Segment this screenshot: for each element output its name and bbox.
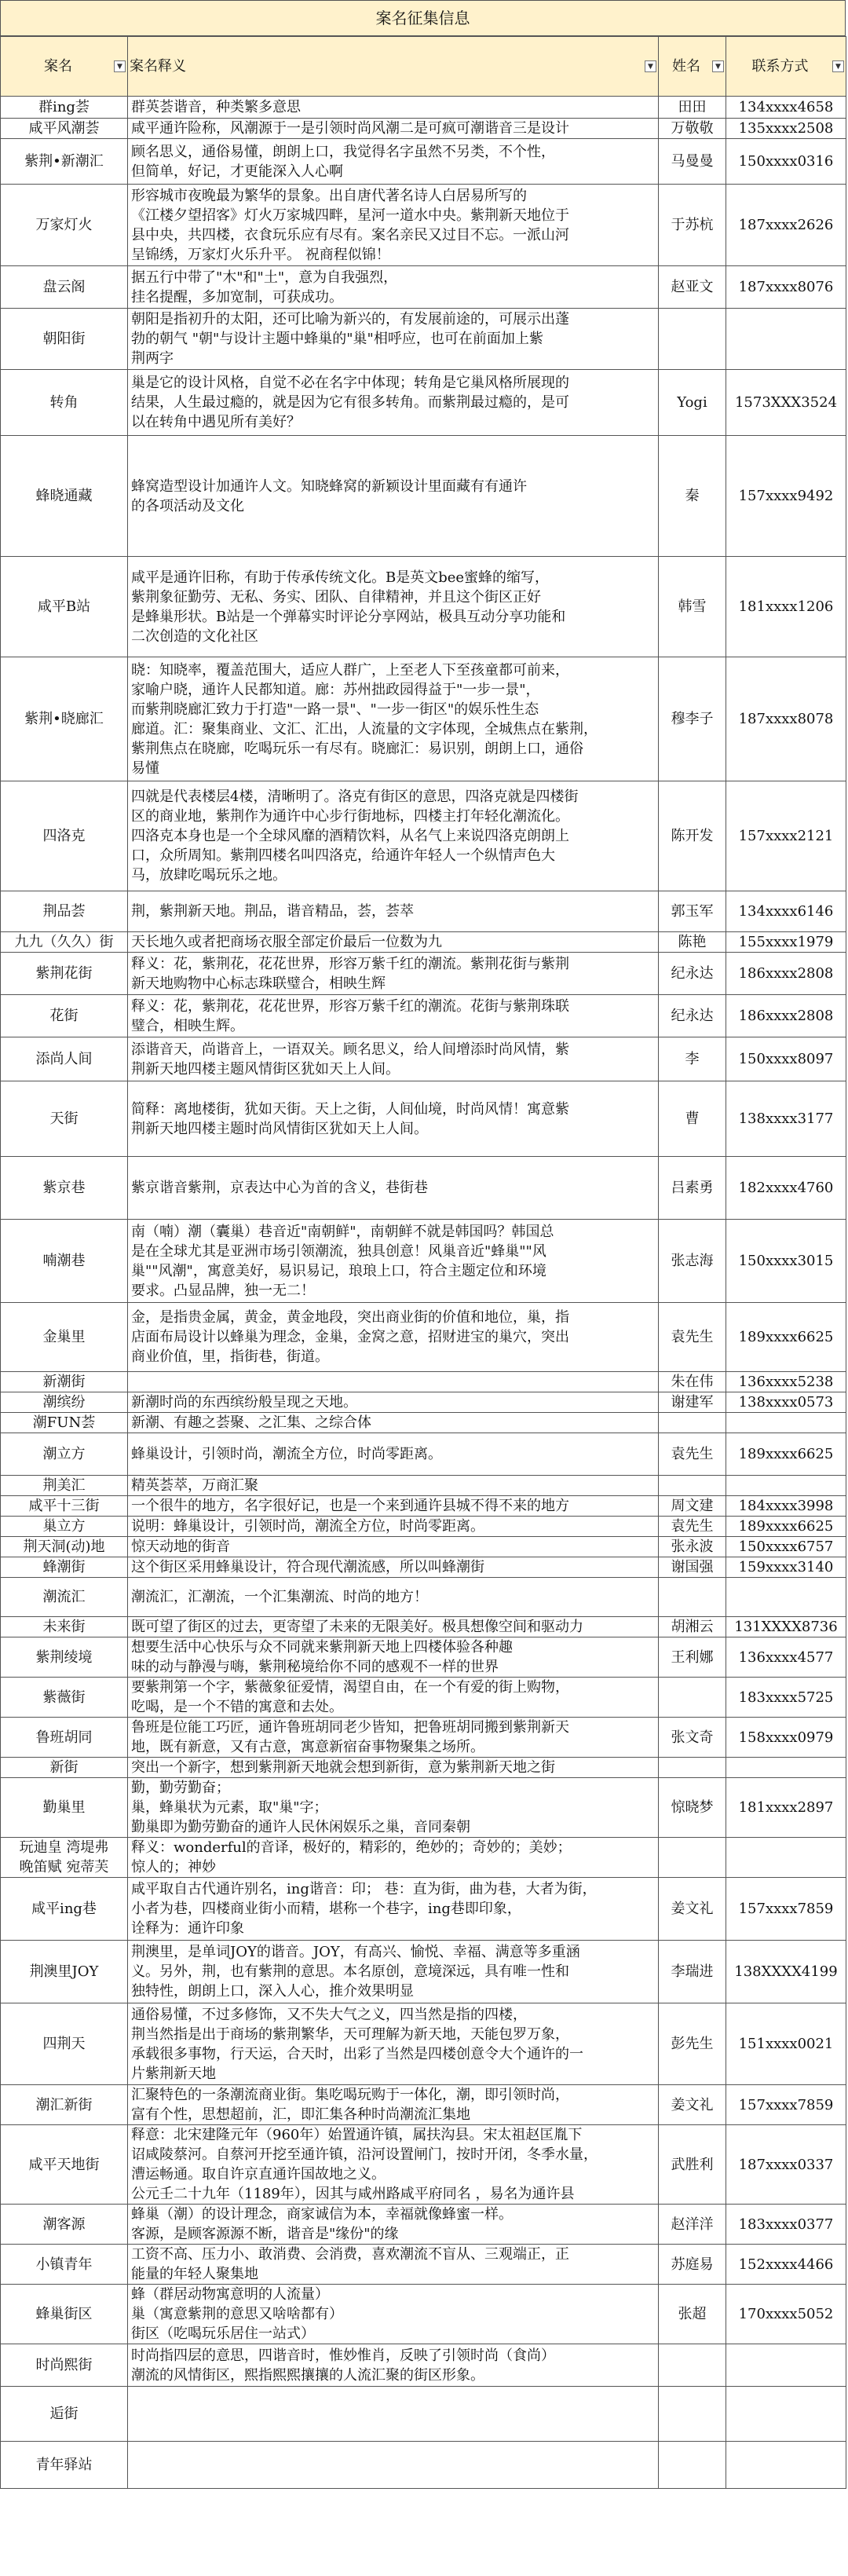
table-row [1, 1678, 846, 1718]
contact-cell[interactable]: 159xxxx3140 [726, 1557, 846, 1578]
author-cell[interactable] [659, 2442, 726, 2489]
contact-cell[interactable]: 155xxxx1979 [726, 932, 846, 953]
contact-cell[interactable]: 157xxxx2121 [726, 781, 846, 891]
contact-cell[interactable] [726, 1838, 846, 1878]
table-row [1, 1557, 846, 1578]
table-row [1, 266, 846, 309]
contact-cell[interactable]: 134xxxx4658 [726, 97, 846, 119]
contact-cell[interactable]: 150xxxx8097 [726, 1037, 846, 1081]
contact-cell[interactable]: 189xxxx6625 [726, 1303, 846, 1372]
author-cell[interactable]: 朱在伟 [659, 1372, 726, 1392]
author-cell[interactable] [659, 1838, 726, 1878]
name-cell[interactable]: 紫荆•晓廊汇 [1, 657, 128, 781]
table-row [1, 1303, 846, 1372]
meaning-cell[interactable]: 荆澳里，是单词JOY的谐音。JOY，有高兴、愉悦、幸福、满意等多重涵 义。另外，荆，也有紫荆的意思。本名原创，意境深远，具有唯一性和 独特性，朗朗上口，深入人心，推介效果明显 [128, 1941, 659, 2003]
meaning-cell[interactable]: 紫京谐音紫荆，京表达中心为首的含义，巷街巷 [128, 1157, 659, 1220]
header-cell-contact [726, 37, 846, 97]
author-cell[interactable]: 赵亚文 [659, 266, 726, 309]
name-cell[interactable]: 紫薇街 [1, 1678, 128, 1718]
author-cell[interactable]: 姜文礼 [659, 1878, 726, 1941]
meaning-cell[interactable]: 金，是指贵金属，黄金，黄金地段，突出商业街的价值和地位，巢，指 店面布局设计以蜂巢为理念，金巢，金窝之意，招财进宝的巢穴，突出 商业价值，里，指街巷，街道。 [128, 1303, 659, 1372]
table-row [1, 1778, 846, 1838]
meaning-cell[interactable]: 添谐音天，尚谐音上，一语双关。顾名思义，给人间增添时尚风情，紫 荆新天地四楼主题风情街区犹如天上人间。 [128, 1037, 659, 1081]
dropdown-arrow-icon[interactable]: ▼ [712, 60, 724, 72]
name-cell[interactable]: 荆美汇 [1, 1476, 128, 1496]
meaning-cell[interactable]: 咸平取自古代通许别名，ing谐音：印； 巷：直为街，曲为巷，大者为街， 小者为巷，四楼商业街小而精，堪称一个巷字，ing巷即印象， 诠释为：通许印象 [128, 1878, 659, 1941]
table-row [1, 657, 846, 781]
submission-table [0, 36, 846, 2489]
author-cell[interactable]: 周文建 [659, 1496, 726, 1517]
table-row [1, 953, 846, 995]
contact-cell[interactable]: 184xxxx3998 [726, 1496, 846, 1517]
header-row [1, 37, 846, 97]
name-cell[interactable]: 盘云阁 [1, 266, 128, 309]
meaning-cell[interactable] [128, 2442, 659, 2489]
author-cell[interactable] [659, 2387, 726, 2442]
meaning-cell[interactable]: 时尚指四层的意思，四谐音时，惟妙惟肖，反映了引领时尚（食尚） 潮流的风情街区，熙指熙熙攘攘的人流汇聚的街区形象。 [128, 2344, 659, 2387]
author-cell[interactable]: 袁先生 [659, 1303, 726, 1372]
contact-cell[interactable] [726, 2344, 846, 2387]
table-row [1, 1718, 846, 1758]
author-cell[interactable]: 万敬敬 [659, 119, 726, 139]
meaning-cell[interactable]: 晓：知晓率，覆盖范围大，适应人群广，上至老人下至孩童都可前来， 家喻户晓，通许人民都知道。廊：苏州拙政园得益于"一步一景"， 而紫荆晓廊汇致力于打造"一路一景"、"一步一街区"的娱乐性生态 廊道。汇：聚集商业、文汇、汇出，人流量的文字体现，全城焦点在紫荆， 紫荆焦点在晓廊，吃喝玩乐一有尽有。晓廊汇：易识别，朗朗上口，通俗 易懂 [128, 657, 659, 781]
name-cell[interactable]: 蜂巢街区 [1, 2285, 128, 2344]
header-contact-label: 联系方式 [751, 58, 809, 75]
author-cell[interactable]: 谢建军 [659, 1392, 726, 1413]
contact-cell[interactable]: 150xxxx6757 [726, 1537, 846, 1557]
table-row [1, 781, 846, 891]
author-cell[interactable]: 袁先生 [659, 1517, 726, 1537]
meaning-cell[interactable]: 既可望了街区的过去，更寄望了未来的无限美好。极具想像空间和驱动力 [128, 1617, 659, 1637]
meaning-cell[interactable]: 精英荟萃，万商汇聚 [128, 1476, 659, 1496]
meaning-cell[interactable]: 惊天动地的街音 [128, 1537, 659, 1557]
contact-cell[interactable] [726, 1413, 846, 1433]
meaning-cell[interactable]: 蜂窝造型设计加通许人文。知晓蜂窝的新颖设计里面藏有有通许 的各项活动及文化 [128, 436, 659, 557]
author-cell[interactable]: 张志海 [659, 1220, 726, 1303]
table-row [1, 1476, 846, 1496]
meaning-cell[interactable]: 释义：wonderful的音译，极好的，精彩的，绝妙的；奇妙的；美妙； 惊人的；神妙 [128, 1838, 659, 1878]
author-cell[interactable]: 李瑞进 [659, 1941, 726, 2003]
table-row [1, 309, 846, 370]
author-cell[interactable]: 于苏杭 [659, 185, 726, 266]
meaning-cell[interactable]: 释义：花，紫荆花，花花世界，形容万紫千红的潮流。紫荆花街与紫荆 新天地购物中心标志珠联璧合，相映生辉 [128, 953, 659, 995]
name-cell[interactable]: 转角 [1, 370, 128, 436]
table-row [1, 1372, 846, 1392]
meaning-cell[interactable]: 释意：北宋建隆元年（960年）始置通许镇，属扶沟县。宋太祖赵匡胤下 诏咸陵蔡河。自蔡河开挖至通许镇，沿河设置闸门，按时开闭，冬季水量， 漕运畅通。取自许京直通许国故地之义。 公元壬二十九年（1189年），因其与咸州路咸平府同名 ，易名为通许县 [128, 2125, 659, 2205]
contact-cell[interactable] [726, 1476, 846, 1496]
author-cell[interactable]: 马曼曼 [659, 139, 726, 185]
header-author-label: 姓名 [672, 58, 700, 75]
contact-cell[interactable]: 181xxxx1206 [726, 557, 846, 657]
table-row [1, 2245, 846, 2285]
author-cell[interactable]: 韩雪 [659, 557, 726, 657]
table-row [1, 1637, 846, 1678]
name-cell[interactable]: 紫荆•新潮汇 [1, 139, 128, 185]
meaning-cell[interactable]: 新潮、有趣之荟聚、之汇集、之综合体 [128, 1413, 659, 1433]
contact-cell[interactable] [726, 2387, 846, 2442]
name-cell[interactable]: 荆天洞(动)地 [1, 1537, 128, 1557]
author-cell[interactable]: 陈艳 [659, 932, 726, 953]
table-row [1, 1081, 846, 1157]
name-cell[interactable]: 咸平天地街 [1, 2125, 128, 2205]
name-cell[interactable]: 四荆天 [1, 2003, 128, 2085]
author-cell[interactable]: 赵洋洋 [659, 2205, 726, 2245]
name-cell[interactable]: 潮FUN荟 [1, 1413, 128, 1433]
table-row [1, 2344, 846, 2387]
author-cell[interactable]: 袁先生 [659, 1433, 726, 1476]
table-row [1, 1878, 846, 1941]
author-cell[interactable]: 秦 [659, 436, 726, 557]
table-row [1, 119, 846, 139]
contact-cell[interactable]: 187xxxx8076 [726, 266, 846, 309]
table-row [1, 1157, 846, 1220]
meaning-cell[interactable]: 通俗易懂，不过多修饰，又不失大气之义，四当然是指的四楼， 荆当然指是出于商场的紫荆繁华，天可理解为新天地，天能包罗万象， 承载很多事物，行天运，合天时，出彩了当然是四楼创意令大个通许的一 片紫荆新天地 [128, 2003, 659, 2085]
sheet-title: 案名征集信息 [0, 0, 846, 36]
author-cell[interactable]: 张文奇 [659, 1718, 726, 1758]
name-cell[interactable]: 咸平B站 [1, 557, 128, 657]
meaning-cell[interactable]: 鲁班是位能工巧匠，通许鲁班胡同老少皆知，把鲁班胡同搬到紫荆新天 地，既有新意，又有古意，寓意新宿奋事物聚集之场所。 [128, 1718, 659, 1758]
name-cell[interactable]: 荆品荟 [1, 891, 128, 932]
table-row [1, 1617, 846, 1637]
name-cell[interactable]: 潮缤纷 [1, 1392, 128, 1413]
name-cell[interactable]: 蜂潮街 [1, 1557, 128, 1578]
name-cell[interactable]: 天街 [1, 1081, 128, 1157]
contact-cell[interactable]: 152xxxx4466 [726, 2245, 846, 2285]
name-cell[interactable]: 鲁班胡同 [1, 1718, 128, 1758]
table-row [1, 1941, 846, 2003]
author-cell[interactable]: 李 [659, 1037, 726, 1081]
table-row [1, 2125, 846, 2205]
contact-cell[interactable]: 187xxxx2626 [726, 185, 846, 266]
meaning-cell[interactable]: 荆，紫荆新天地。荆品，谐音精品，荟，荟萃 [128, 891, 659, 932]
table-row [1, 1392, 846, 1413]
contact-cell[interactable]: 138xxxx0573 [726, 1392, 846, 1413]
name-cell[interactable]: 小镇青年 [1, 2245, 128, 2285]
table-row [1, 1220, 846, 1303]
author-cell[interactable]: 王利娜 [659, 1637, 726, 1678]
meaning-cell[interactable]: 形容城市夜晚最为繁华的景象。出自唐代著名诗人白居易所写的 《江楼夕望招客》灯火万家城四畔，星河一道水中央。紫荆新天地位于 县中央，共四楼，衣食玩乐应有尽有。案名亲民又过目不忘。一派山河 呈锦绣，万家灯火乐升平。 祝商程似锦！ [128, 185, 659, 266]
meaning-cell[interactable]: 潮流汇，汇潮流，一个汇集潮流、时尚的地方！ [128, 1578, 659, 1617]
contact-cell[interactable]: 170xxxx5052 [726, 2285, 846, 2344]
meaning-cell[interactable]: 蜂（群居动物寓意明的人流量） 巢（寓意紫荆的意思又啥啥都有） 街区（吃喝玩乐居住一站式） [128, 2285, 659, 2344]
name-cell[interactable]: 时尚熙街 [1, 2344, 128, 2387]
table-row [1, 557, 846, 657]
header-cell-meaning [128, 37, 659, 97]
author-cell[interactable]: 彭先生 [659, 2003, 726, 2085]
name-cell[interactable]: 潮汇新街 [1, 2085, 128, 2125]
contact-cell[interactable]: 131XXXX8736 [726, 1617, 846, 1637]
name-cell[interactable]: 新街 [1, 1758, 128, 1778]
contact-cell[interactable]: 135xxxx2508 [726, 119, 846, 139]
dropdown-arrow-icon[interactable]: ▼ [832, 60, 844, 72]
meaning-cell[interactable]: 简释：离地楼街，犹如天街。天上之街，人间仙境，时尚风情！寓意紫 荆新天地四楼主题时尚风情街区犹如天上人间。 [128, 1081, 659, 1157]
meaning-cell[interactable]: 汇聚特色的一条潮流商业街。集吃喝玩购于一体化，潮，即引领时尚， 富有个性，思想超前，汇，即汇集各种时尚潮流汇集地 [128, 2085, 659, 2125]
contact-cell[interactable]: 134xxxx6146 [726, 891, 846, 932]
contact-cell[interactable]: 1573XXX3524 [726, 370, 846, 436]
header-meaning-label: 案名释义 [130, 58, 186, 75]
author-cell[interactable] [659, 1476, 726, 1496]
meaning-cell[interactable]: 要紫荆第一个字，紫薇象征爱情，渴望自由，在一个有爱的街上购物， 吃喝，是一个不错的寓意和去处。 [128, 1678, 659, 1718]
table-row [1, 1433, 846, 1476]
table-row [1, 1838, 846, 1878]
author-cell[interactable]: 陈开发 [659, 781, 726, 891]
contact-cell[interactable]: 183xxxx0377 [726, 2205, 846, 2245]
meaning-cell[interactable]: 想要生活中心快乐与众不同就来紫荆新天地上四楼体验各种趣 味的动与静漫与嗨，紫荆秘境给你不同的感观不一样的世界 [128, 1637, 659, 1678]
name-cell[interactable]: 巢立方 [1, 1517, 128, 1537]
meaning-cell[interactable]: 巢是它的设计风格，自觉不必在名字中体现；转角是它巢风格所展现的 结果，人生最过瘾的，就是因为它有很多转角。而紫荆最过瘾的，是可 以在转角中遇见所有美好？ [128, 370, 659, 436]
meaning-cell[interactable]: 新潮时尚的东西缤纷般呈现之天地。 [128, 1392, 659, 1413]
author-cell[interactable] [659, 1678, 726, 1718]
meaning-cell[interactable]: 据五行中带了"木"和"土"，意为自我强烈， 挂名提醒，多加宽制，可获成功。 [128, 266, 659, 309]
table-row [1, 1517, 846, 1537]
author-cell[interactable] [659, 1578, 726, 1617]
contact-cell[interactable]: 182xxxx4760 [726, 1157, 846, 1220]
meaning-cell[interactable]: 咸平通许险称，风潮源于一是引领时尚风潮二是可疯可潮谐音三是设计 [128, 119, 659, 139]
author-cell[interactable]: 吕素勇 [659, 1157, 726, 1220]
table-row [1, 1537, 846, 1557]
name-cell[interactable]: 万家灯火 [1, 185, 128, 266]
meaning-cell[interactable]: 蜂巢（潮）的设计理念，商家诚信为本，幸福就像蜂蜜一样。 客源，是顾客源源不断，谐音是"缘份"的缘 [128, 2205, 659, 2245]
contact-cell[interactable]: 157xxxx9492 [726, 436, 846, 557]
contact-cell[interactable]: 187xxxx0337 [726, 2125, 846, 2205]
table-row [1, 139, 846, 185]
table-row [1, 2387, 846, 2442]
meaning-cell[interactable]: 南（喃）潮（囊巢）巷音近"南朝鲜"，南朝鲜不就是韩国吗？韩国总 是在全球尤其是亚洲市场引领潮流，独具创意！风巢音近"蜂巢""风 巢""风潮"，寓意美好，易识易记，琅琅上口，符合主题定位和环境 要求。凸显品牌，独一无二！ [128, 1220, 659, 1303]
author-cell[interactable]: 苏庭易 [659, 2245, 726, 2285]
author-cell[interactable] [659, 1758, 726, 1778]
author-cell[interactable]: 惊晓梦 [659, 1778, 726, 1838]
contact-cell[interactable]: 157xxxx7859 [726, 1878, 846, 1941]
meaning-cell[interactable]: 说明：蜂巢设计，引领时尚，潮流全方位，时尚零距离。 [128, 1517, 659, 1537]
name-cell[interactable]: 荆澳里JOY [1, 1941, 128, 2003]
contact-cell[interactable]: 151xxxx0021 [726, 2003, 846, 2085]
header-cell-author [659, 37, 726, 97]
name-cell[interactable]: 潮客源 [1, 2205, 128, 2245]
contact-cell[interactable]: 183xxxx5725 [726, 1678, 846, 1718]
contact-cell[interactable] [726, 1578, 846, 1617]
name-cell[interactable]: 潮流汇 [1, 1578, 128, 1617]
meaning-cell[interactable]: 释义：花，紫荆花，花花世界，形容万紫千红的潮流。花街与紫荆珠联 璧合，相映生辉。 [128, 995, 659, 1037]
author-cell[interactable] [659, 2344, 726, 2387]
table-row [1, 2205, 846, 2245]
table-row [1, 436, 846, 557]
meaning-cell[interactable]: 天长地久或者把商场衣服全部定价最后一位数为九 [128, 932, 659, 953]
table-row [1, 2085, 846, 2125]
header-cell-name [1, 37, 128, 97]
author-cell[interactable]: 张超 [659, 2285, 726, 2344]
table-row [1, 2442, 846, 2489]
contact-cell[interactable]: 157xxxx7859 [726, 2085, 846, 2125]
name-cell[interactable]: 群ing荟 [1, 97, 128, 119]
name-cell[interactable]: 咸平ing巷 [1, 1878, 128, 1941]
meaning-cell[interactable]: 这个街区采用蜂巢设计，符合现代潮流感，所以叫蜂潮街 [128, 1557, 659, 1578]
author-cell[interactable]: 穆李子 [659, 657, 726, 781]
contact-cell[interactable]: 187xxxx8078 [726, 657, 846, 781]
meaning-cell[interactable]: 朝阳是指初升的太阳，还可比喻为新兴的，有发展前途的，可展示出蓬 勃的朝气 "朝"与设计主题中蜂巢的"巢"相呼应，也可在前面加上紫 荆两字 [128, 309, 659, 370]
contact-cell[interactable] [726, 2442, 846, 2489]
meaning-cell[interactable]: 一个很牛的地方，名字很好记，也是一个来到通许县城不得不来的地方 [128, 1496, 659, 1517]
name-cell[interactable]: 咸平十三街 [1, 1496, 128, 1517]
author-cell[interactable]: 张永波 [659, 1537, 726, 1557]
name-cell[interactable]: 九九（久久）街 [1, 932, 128, 953]
contact-cell[interactable]: 136xxxx4577 [726, 1637, 846, 1678]
table-row [1, 995, 846, 1037]
author-cell[interactable]: Yogi [659, 370, 726, 436]
contact-cell[interactable] [726, 1758, 846, 1778]
contact-cell[interactable]: 181xxxx2897 [726, 1778, 846, 1838]
header-name-label: 案名 [44, 58, 72, 75]
table-row [1, 2003, 846, 2085]
contact-cell[interactable]: 136xxxx5238 [726, 1372, 846, 1392]
name-cell[interactable]: 未来街 [1, 1617, 128, 1637]
name-cell[interactable]: 四洛克 [1, 781, 128, 891]
table-row [1, 185, 846, 266]
name-cell[interactable]: 花街 [1, 995, 128, 1037]
table-row [1, 1496, 846, 1517]
name-cell[interactable]: 紫京巷 [1, 1157, 128, 1220]
name-cell[interactable]: 潮立方 [1, 1433, 128, 1476]
name-cell[interactable]: 添尚人间 [1, 1037, 128, 1081]
contact-cell[interactable]: 158xxxx0979 [726, 1718, 846, 1758]
meaning-cell[interactable]: 突出一个新字，想到紫荆新天地就会想到新街，意为紫荆新天地之街 [128, 1758, 659, 1778]
author-cell[interactable]: 武胜利 [659, 2125, 726, 2205]
meaning-cell[interactable]: 群英荟谐音，种类繁多意思 [128, 97, 659, 119]
meaning-cell[interactable]: 咸平是通许旧称，有助于传承传统文化。B是英文bee蜜蜂的缩写， 紫荆象征勤劳、无私、务实、团队、自律精神，并且这个街区正好 是蜂巢形状。B站是一个弹幕实时评论分享网站，极具互动分享功能和 二次创造的文化社区 [128, 557, 659, 657]
table-row [1, 891, 846, 932]
table-row [1, 2285, 846, 2344]
author-cell[interactable]: 纪永达 [659, 995, 726, 1037]
name-cell[interactable]: 紫荆绫境 [1, 1637, 128, 1678]
table-row [1, 932, 846, 953]
table-row [1, 1037, 846, 1081]
meaning-cell[interactable] [128, 2387, 659, 2442]
name-cell[interactable]: 朝阳街 [1, 309, 128, 370]
contact-cell[interactable] [726, 309, 846, 370]
name-cell[interactable]: 金巢里 [1, 1303, 128, 1372]
name-cell[interactable]: 逅街 [1, 2387, 128, 2442]
contact-cell[interactable]: 150xxxx3015 [726, 1220, 846, 1303]
name-cell[interactable]: 蜂晓通藏 [1, 436, 128, 557]
name-cell[interactable]: 玩迪皇 湾堤弗 晚笛赋 宛蒂芙 [1, 1838, 128, 1878]
author-cell[interactable]: 谢国强 [659, 1557, 726, 1578]
meaning-cell[interactable]: 勤，勤劳勤奋； 巢，蜂巢状为元素，取"巢"字； 勤巢即为勤劳勤奋的通许人民休闲娱乐之巢，音同秦朝 [128, 1778, 659, 1838]
author-cell[interactable]: 曹 [659, 1081, 726, 1157]
contact-cell[interactable]: 186xxxx2808 [726, 953, 846, 995]
name-cell[interactable]: 咸平风潮荟 [1, 119, 128, 139]
name-cell[interactable]: 紫荆花街 [1, 953, 128, 995]
author-cell[interactable]: 纪永达 [659, 953, 726, 995]
table-row [1, 1758, 846, 1778]
meaning-cell[interactable]: 蜂巢设计，引领时尚，潮流全方位，时尚零距离。 [128, 1433, 659, 1476]
author-cell[interactable] [659, 309, 726, 370]
author-cell[interactable]: 田田 [659, 97, 726, 119]
meaning-cell[interactable] [128, 1372, 659, 1392]
author-cell[interactable] [659, 1413, 726, 1433]
table-row [1, 1578, 846, 1617]
contact-cell[interactable]: 150xxxx0316 [726, 139, 846, 185]
name-cell[interactable]: 新潮街 [1, 1372, 128, 1392]
meaning-cell[interactable]: 顾名思义，通俗易懂，朗朗上口，我觉得名字虽然不另类，不个性， 但简单，好记，才更能深入人心啊 [128, 139, 659, 185]
contact-cell[interactable]: 138xxxx3177 [726, 1081, 846, 1157]
name-cell[interactable]: 勤巢里 [1, 1778, 128, 1838]
meaning-cell[interactable]: 四就是代表楼层4楼，清晰明了。洛克有街区的意思，四洛克就是四楼街 区的商业地，紫荆作为通许中心步行街地标，四楼主打年轻化潮流化。 四洛克本身也是一个全球风靡的酒精饮料，从名气上来说四洛克朗朗上 口，众所周知。紫荆四楼名叫四洛克，给通许年轻人一个纵情声色大 马，放肆吃喝玩乐之地。 [128, 781, 659, 891]
meaning-cell[interactable]: 工资不高、压力小、敢消费、会消费，喜欢潮流不盲从、三观端正，正 能量的年轻人聚集地 [128, 2245, 659, 2285]
contact-cell[interactable]: 186xxxx2808 [726, 995, 846, 1037]
table-row [1, 370, 846, 436]
contact-cell[interactable]: 138XXXX4199 [726, 1941, 846, 2003]
name-cell[interactable]: 青年驿站 [1, 2442, 128, 2489]
dropdown-arrow-icon[interactable]: ▼ [645, 60, 656, 72]
dropdown-arrow-icon[interactable]: ▼ [114, 60, 126, 72]
contact-cell[interactable]: 189xxxx6625 [726, 1517, 846, 1537]
author-cell[interactable]: 胡湘云 [659, 1617, 726, 1637]
table-row [1, 97, 846, 119]
contact-cell[interactable]: 189xxxx6625 [726, 1433, 846, 1476]
author-cell[interactable]: 姜文礼 [659, 2085, 726, 2125]
name-cell[interactable]: 喃潮巷 [1, 1220, 128, 1303]
table-row [1, 1413, 846, 1433]
author-cell[interactable]: 郭玉军 [659, 891, 726, 932]
